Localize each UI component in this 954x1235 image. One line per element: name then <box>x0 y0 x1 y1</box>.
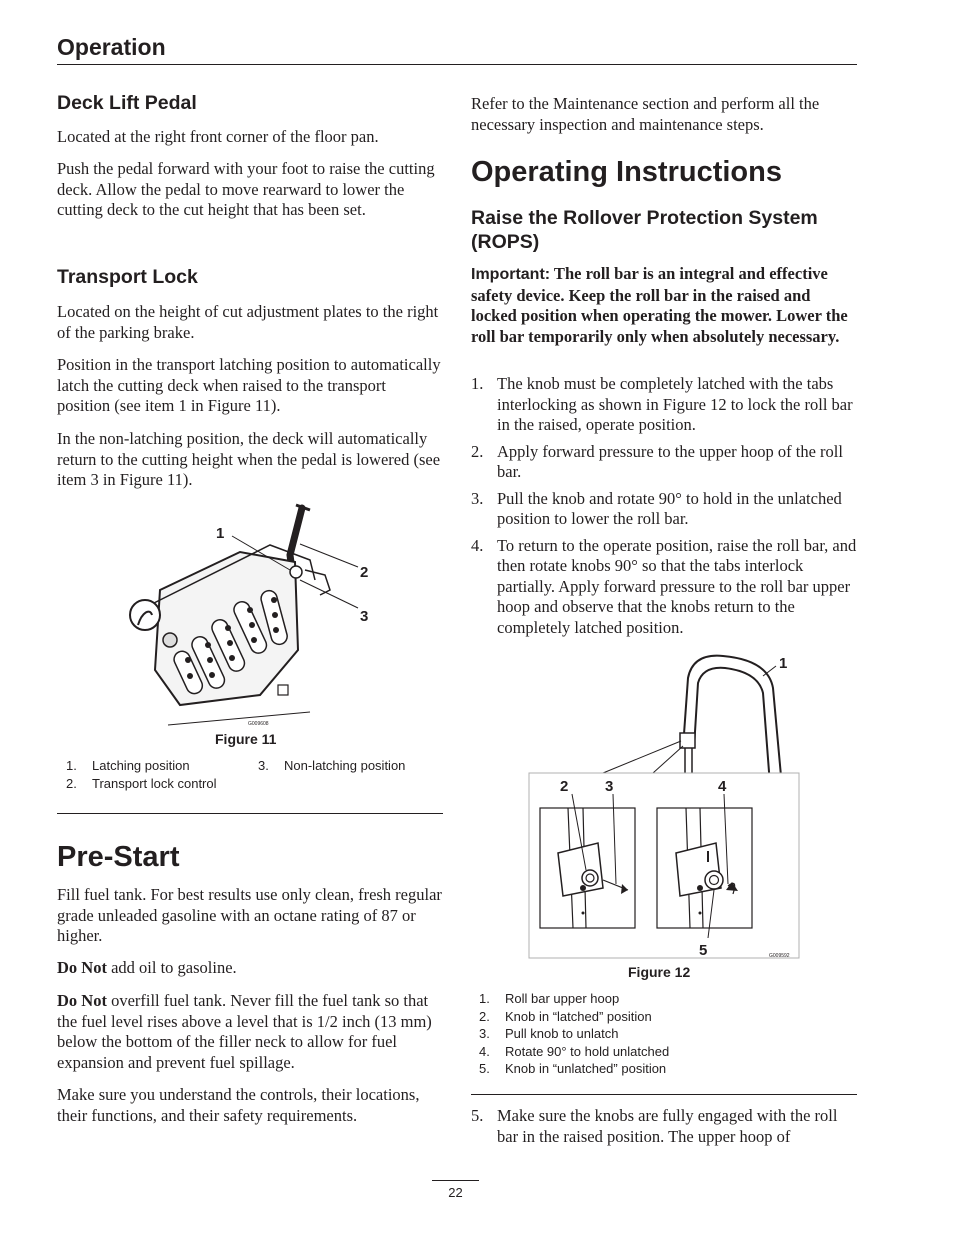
figure-12-legend <box>479 990 839 1078</box>
legend-text: Non-latching position <box>284 758 406 773</box>
section-divider <box>57 813 443 814</box>
legend-number: 1. <box>479 991 490 1006</box>
figure-12-callout-3: 3 <box>605 778 614 795</box>
figure-12-illustration <box>528 648 808 963</box>
legend-number: 2. <box>66 776 77 791</box>
rops-steps-list <box>471 374 857 644</box>
prestart-paragraph-2 <box>57 958 443 979</box>
legend-text: Pull knob to unlatch <box>505 1026 619 1041</box>
figure-12-callout-1: 1 <box>779 655 788 672</box>
list-item <box>471 1106 857 1147</box>
list-item <box>471 442 857 483</box>
legend-text: Transport lock control <box>92 776 217 791</box>
step-number: 2. <box>471 441 484 461</box>
figure-11-callout-3: 3 <box>360 608 369 625</box>
legend-text: Knob in “latched” position <box>505 1008 652 1024</box>
step-number: 5. <box>471 1106 484 1125</box>
prestart-paragraph-3-text: overfill fuel tank. Never fill the fuel tank so that the fuel level rises above a level that is 1/2 inch (13 mm) below the bottom of the filler neck to allow for fuel expansion and prevent fuel spillage. <box>57 991 432 1072</box>
prestart-heading: Pre-Start <box>57 841 180 873</box>
list-item <box>471 536 857 639</box>
rops-steps-list-continued <box>471 1106 857 1153</box>
important-note <box>471 264 857 347</box>
figure-12-callout-2: 2 <box>560 778 569 795</box>
legend-number: 3. <box>479 1026 490 1041</box>
step-text: The knob must be completely latched with the tabs interlocking as shown in Figure 12 to lock the roll bar in the raised, operate position. <box>497 374 853 434</box>
section-title: Operation <box>57 34 166 60</box>
figure-11-caption: Figure 11 <box>215 731 277 747</box>
prestart-paragraph-2-text: add oil to gasoline. <box>106 958 237 977</box>
operating-instructions-heading: Operating Instructions <box>471 156 782 188</box>
transport-lock-paragraph-2: Position in the transport latching position to automatically latch the cutting deck when raised to the transport position (see item 1 in Figure 11). <box>57 355 441 415</box>
prestart-paragraph-4: Make sure you understand the controls, their locations, their functions, and their safety requirements. <box>57 1085 420 1125</box>
transport-lock-heading: Transport Lock <box>57 266 198 288</box>
legend-text: Roll bar upper hoop <box>505 991 620 1006</box>
figure-12-callout-4: 4 <box>718 778 727 795</box>
figure-11-callout-1: 1 <box>216 525 225 542</box>
transport-lock-paragraph-3: In the non-latching position, the deck will automatically return to the cutting height when the pedal is lowered (see item 3 in Figure 11). <box>57 429 441 489</box>
legend-text: Knob in “unlatched” position <box>505 1061 667 1076</box>
deck-lift-paragraph-1: Located at the right front corner of the floor pan. <box>57 127 379 146</box>
list-item <box>471 489 857 530</box>
figure-12-callout-5: 5 <box>699 942 708 959</box>
figure-12-legend-item <box>479 1025 839 1043</box>
figure-12-legend-item <box>479 1060 839 1078</box>
figure-12-legend-item <box>479 990 839 1008</box>
step-text: Pull the knob and rotate 90° to hold in the unlatched position to lower the roll bar. <box>497 488 842 528</box>
figure-11-illustration <box>120 500 380 730</box>
prestart-paragraph-1: Fill fuel tank. For best results use only clean, fresh regular grade unleaded gasoline with an octane rating of 87 or higher. <box>57 885 442 945</box>
do-not-label: Do Not <box>57 958 107 977</box>
figure-12-legend-item <box>479 1043 839 1061</box>
step-number: 3. <box>471 488 484 508</box>
legend-number: 5. <box>479 1061 490 1076</box>
transport-lock-paragraph-1: Located on the height of cut adjustment plates to the right of the parking brake. <box>57 302 439 342</box>
figure-11-legend-item <box>258 757 438 775</box>
step-text: To return to the operate position, raise the roll bar, and then rotate knobs 90° so that the tabs interlock partially. Apply forward pressure to the roll bar upper hoop and observe that the knobs return to the completely latched position. <box>497 535 857 637</box>
list-item <box>471 374 857 436</box>
section-divider <box>471 1094 857 1095</box>
legend-text: Rotate 90° to hold unlatched <box>505 1043 670 1059</box>
legend-number: 4. <box>479 1043 490 1059</box>
figure-11-legend-item <box>66 775 256 793</box>
prestart-paragraph-3 <box>57 991 443 1073</box>
figure-11-code: G009608 <box>248 721 269 727</box>
important-text: The roll bar is an integral and effective safety device. Keep the roll bar in the raised and locked position when operating the mower. Lower the roll bar temporarily only when absolutely necessary. <box>471 264 848 346</box>
important-label: Important: <box>471 266 551 283</box>
legend-number: 3. <box>258 758 269 773</box>
step-text: Apply forward pressure to the upper hoop of the roll bar. <box>497 441 843 481</box>
step-number: 4. <box>471 535 484 555</box>
page-number: 22 <box>432 1180 479 1200</box>
legend-number: 1. <box>66 758 77 773</box>
figure-11-legend-item <box>66 757 256 775</box>
header-divider <box>57 64 857 65</box>
figure-12-caption: Figure 12 <box>628 964 691 980</box>
step-text: Make sure the knobs are fully engaged with the roll bar in the raised position. The upper hoop of <box>497 1106 838 1146</box>
deck-lift-heading: Deck Lift Pedal <box>57 92 197 114</box>
figure-12-legend-item <box>479 1008 839 1026</box>
do-not-label: Do Not <box>57 991 107 1010</box>
step-number: 1. <box>471 374 484 393</box>
maintenance-intro: Refer to the Maintenance section and perform all the necessary inspection and maintenance steps. <box>471 94 820 134</box>
figure-11-callout-2: 2 <box>360 564 369 581</box>
figure-12-code: G009592 <box>769 953 790 959</box>
rops-heading: Raise the Rollover Protection System (ROPS) <box>471 207 818 253</box>
deck-lift-paragraph-2: Push the pedal forward with your foot to raise the cutting deck. Allow the pedal to move rearward to lower the cutting deck to the cut height that has been set. <box>57 159 435 219</box>
legend-text: Latching position <box>92 758 190 773</box>
legend-number: 2. <box>479 1008 490 1024</box>
